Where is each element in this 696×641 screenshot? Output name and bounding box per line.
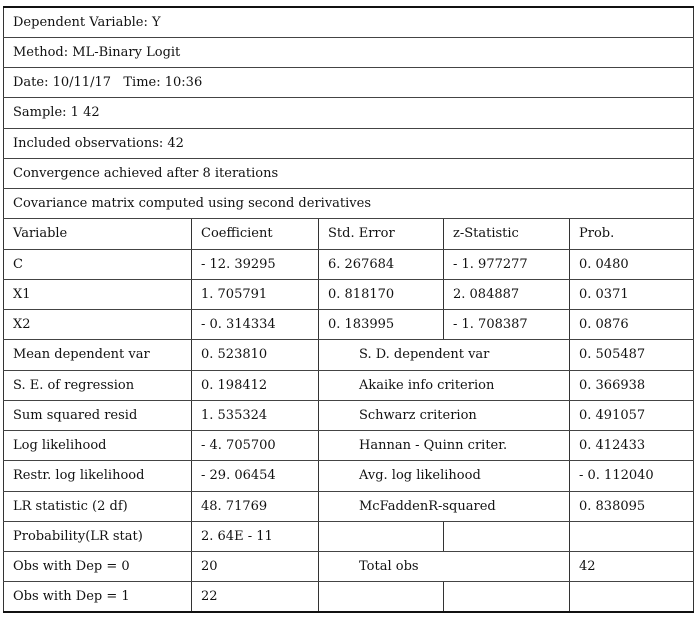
stat-value: 48. 71769 bbox=[192, 491, 319, 521]
header-row bbox=[4, 158, 694, 188]
header-row bbox=[4, 128, 694, 158]
stat-value: 1. 535324 bbox=[192, 400, 319, 430]
stat-value: 0. 838095 bbox=[570, 491, 694, 521]
variable-cell: X2 bbox=[4, 310, 192, 340]
z-statistic-cell: 2. 084887 bbox=[444, 279, 570, 309]
empty-cell bbox=[570, 521, 694, 551]
z-statistic-cell: - 1. 977277 bbox=[444, 249, 570, 279]
column-header-std-error: Std. Error bbox=[319, 219, 444, 249]
prob-cell: 0. 0371 bbox=[570, 279, 694, 309]
std-error-cell: 0. 818170 bbox=[319, 279, 444, 309]
stat-label: Akaike info criterion bbox=[319, 370, 570, 400]
stat-label: Avg. log likelihood bbox=[319, 461, 570, 491]
stat-label: Schwarz criterion bbox=[319, 400, 570, 430]
coef-header-row bbox=[4, 219, 694, 249]
stat-value: 0. 366938 bbox=[570, 370, 694, 400]
prob-cell: 0. 0876 bbox=[570, 310, 694, 340]
stat-label: Obs with Dep = 1 bbox=[4, 582, 192, 612]
stat-label: Hannan - Quinn criter. bbox=[319, 431, 570, 461]
header-row bbox=[4, 189, 694, 219]
column-header-coefficient: Coefficient bbox=[192, 219, 319, 249]
header-row bbox=[4, 37, 694, 67]
stat-label: Log likelihood bbox=[4, 431, 192, 461]
dependent-variable-text: Dependent Variable: Y bbox=[4, 7, 694, 37]
stat-value: - 29. 06454 bbox=[192, 461, 319, 491]
variable-cell: C bbox=[4, 249, 192, 279]
stat-value: 0. 491057 bbox=[570, 400, 694, 430]
stat-row bbox=[4, 340, 694, 370]
covariance-text: Covariance matrix computed using second derivatives bbox=[4, 189, 694, 219]
stat-label: McFaddenR-squared bbox=[319, 491, 570, 521]
header-row bbox=[4, 7, 694, 37]
stat-value: 0. 523810 bbox=[192, 340, 319, 370]
stat-label: Probability(LR stat) bbox=[4, 521, 192, 551]
stat-value: 0. 198412 bbox=[192, 370, 319, 400]
stat-row bbox=[4, 400, 694, 430]
stat-value: 42 bbox=[570, 552, 694, 582]
stat-label: S. E. of regression bbox=[4, 370, 192, 400]
std-error-cell: 6. 267684 bbox=[319, 249, 444, 279]
date-time-text: Date: 10/11/17 Time: 10:36 bbox=[4, 68, 694, 98]
coef-row bbox=[4, 279, 694, 309]
stat-row bbox=[4, 521, 694, 551]
header-row bbox=[4, 68, 694, 98]
stat-value: 20 bbox=[192, 552, 319, 582]
stat-value: 2. 64E - 11 bbox=[192, 521, 319, 551]
stat-value: - 0. 112040 bbox=[570, 461, 694, 491]
stat-value: 22 bbox=[192, 582, 319, 612]
z-statistic-cell: - 1. 708387 bbox=[444, 310, 570, 340]
stat-row bbox=[4, 582, 694, 612]
stat-row bbox=[4, 491, 694, 521]
stat-row bbox=[4, 431, 694, 461]
sample-text: Sample: 1 42 bbox=[4, 98, 694, 128]
coefficient-cell: 1. 705791 bbox=[192, 279, 319, 309]
empty-cell bbox=[444, 521, 570, 551]
stat-label: Total obs bbox=[319, 552, 570, 582]
column-header-z-statistic: z-Statistic bbox=[444, 219, 570, 249]
stat-value: 0. 505487 bbox=[570, 340, 694, 370]
convergence-text: Convergence achieved after 8 iterations bbox=[4, 158, 694, 188]
coef-row bbox=[4, 310, 694, 340]
stat-value: 0. 412433 bbox=[570, 431, 694, 461]
stat-row bbox=[4, 552, 694, 582]
method-text: Method: ML-Binary Logit bbox=[4, 37, 694, 67]
coefficient-cell: - 0. 314334 bbox=[192, 310, 319, 340]
stat-row bbox=[4, 461, 694, 491]
coefficient-cell: - 12. 39295 bbox=[192, 249, 319, 279]
empty-cell bbox=[319, 521, 444, 551]
logit-results-table bbox=[3, 6, 694, 613]
prob-cell: 0. 0480 bbox=[570, 249, 694, 279]
stat-label: Mean dependent var bbox=[4, 340, 192, 370]
stat-label: Restr. log likelihood bbox=[4, 461, 192, 491]
column-header-prob: Prob. bbox=[570, 219, 694, 249]
empty-cell bbox=[319, 582, 444, 612]
std-error-cell: 0. 183995 bbox=[319, 310, 444, 340]
stat-label: S. D. dependent var bbox=[319, 340, 570, 370]
coef-row bbox=[4, 249, 694, 279]
stat-label: Sum squared resid bbox=[4, 400, 192, 430]
stat-row bbox=[4, 370, 694, 400]
empty-cell bbox=[570, 582, 694, 612]
variable-cell: X1 bbox=[4, 279, 192, 309]
included-observations-text: Included observations: 42 bbox=[4, 128, 694, 158]
stat-label: LR statistic (2 df) bbox=[4, 491, 192, 521]
stat-value: - 4. 705700 bbox=[192, 431, 319, 461]
stat-label: Obs with Dep = 0 bbox=[4, 552, 192, 582]
empty-cell bbox=[444, 582, 570, 612]
column-header-variable: Variable bbox=[4, 219, 192, 249]
header-row bbox=[4, 98, 694, 128]
